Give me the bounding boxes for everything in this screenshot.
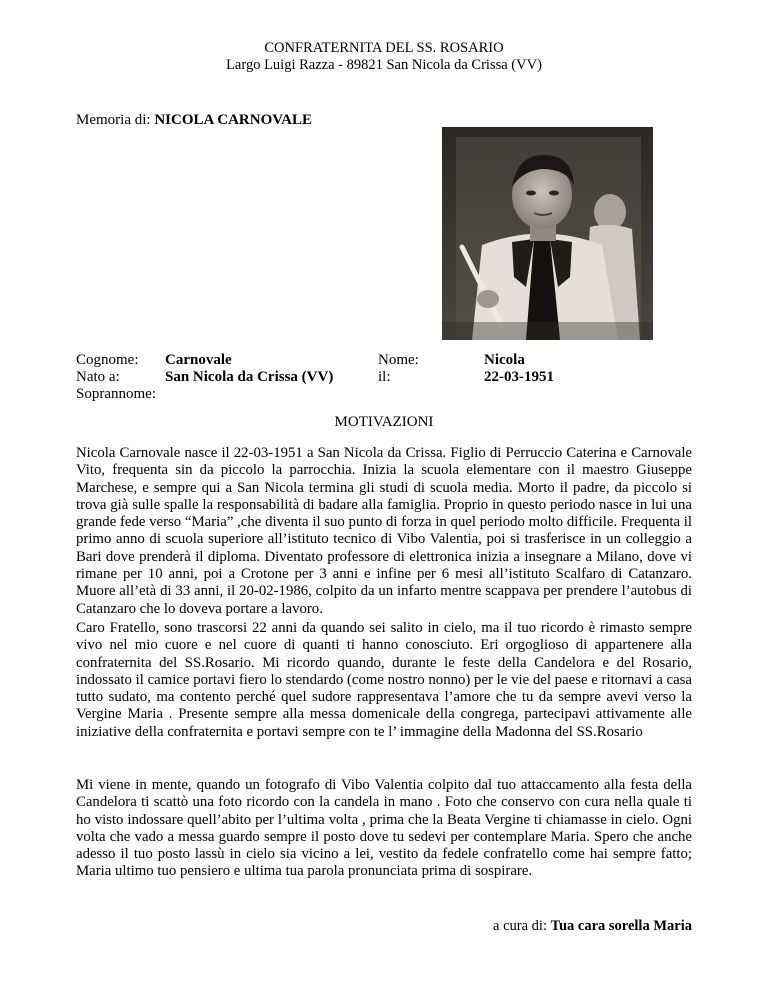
soprannome-label: Soprannome: <box>76 386 156 402</box>
memoria-label: Memoria di: <box>76 112 151 128</box>
nome-value: Nicola <box>484 352 525 368</box>
nato-value: San Nicola da Crissa (VV) <box>165 369 334 385</box>
section-title: MOTIVAZIONI <box>334 414 434 430</box>
paragraph-letter: Caro Fratello, sono trascorsi 22 anni da quando sei salito in cielo, ma il tuo ricordo è rimasto sempre vivo nel mio cuore e nel cuore di quanti ti hanno conosciuto. Eri orgoglioso di appartenere alla confraternita del SS.Rosario. Mi ricordo quando, durante le feste della Candelora e del Rosario, indossato il camice portavi fiero lo stendardo (come nostro nonno) per le vie del paese e ritornavi a casa tutto sudato, ma contento perché quel sudore rappresentava l’amore che tu da sempre avevi verso la Vergine Maria . Presente sempre alla messa domenicale della congrega, partecipavi attivamente alle iniziative della confraternita e portavi sempre con te l’ immagine della Madonna del SS.Rosario <box>76 620 692 740</box>
memoria-line <box>76 112 312 129</box>
il-value: 22-03-1951 <box>484 369 554 385</box>
il-label: il: <box>378 369 391 385</box>
paragraph-memory: Mi viene in mente, quando un fotografo di Vibo Valentia colpito dal tuo attaccamento alla festa della Candelora ti scattò una foto ricordo con la candela in mano . Foto che conservo con cura nella quale ti ho visto indossare quell’abito per l’ultima volta , prima che la Beata Vergine ti chiamasse in cielo. Ogni volta che vado a messa guardo sempre il posto dove tu sedevi per contemplare Maria. Spero che anche adesso il tuo posto lassù in cielo sia vicino a lei, vestito da fedele confratello come hai sempre fatto; Maria ultimo tuo pensiero e ultima tua parola pronunciata prima di sospirare. <box>76 777 692 880</box>
cognome-label: Cognome: <box>76 352 139 368</box>
footer-name: Tua cara sorella Maria <box>550 918 692 934</box>
cognome-value: Carnovale <box>165 352 232 368</box>
soprannome-value <box>165 386 333 403</box>
header-address: Largo Luigi Razza - 89821 San Nicola da Crissa (VV) <box>226 57 542 73</box>
portrait-photo-svg <box>442 127 653 340</box>
header-title: CONFRATERNITA DEL SS. ROSARIO <box>264 40 504 56</box>
fields-labels-right <box>378 352 419 386</box>
fields-values-right <box>484 352 554 386</box>
fields-values-left <box>165 352 333 403</box>
footer-signature <box>493 918 692 935</box>
nato-label: Nato a: <box>76 369 120 385</box>
footer-label: a cura di: <box>493 918 547 934</box>
portrait-photo-icon <box>442 127 653 340</box>
nome-label: Nome: <box>378 352 419 368</box>
header <box>0 40 768 74</box>
paragraph-biography: Nicola Carnovale nasce il 22-03-1951 a San Nicola da Crissa. Figlio di Perruccio Caterina e Carnovale Vito, frequenta sin da piccolo la parrocchia. Inizia la scuola elementare con il maestro Giuseppe Marchese, e sempre qui a San Nicola termina gli studi di scuola media. Morto il padre, da piccolo si trova già sulle spalle la responsabilità di badare alla famiglia. Proprio in questo periodo nasce in lui una grande fede verso “Maria” ,che diventa il suo punto di forza in quel periodo molto difficile. Frequenta il primo anno di scuola superiore all’istituto tecnico di Vibo Valentia, poi si trasferisce in un colleggio a Bari dove prenderà il diploma. Diventato professore di elettronica inizia a insegnare a Milano, dove vi rimane per 10 anni, poi a Crotone per 3 anni e infine per 6 mesi all’istituto Scalfaro di Catanzaro. Muore all’età di 33 anni, il 20-02-1986, colpito da un infarto mentre scappava per prendere l’autobus di Catanzaro che lo doveva portare a lavoro. <box>76 445 692 617</box>
memoria-name: NICOLA CARNOVALE <box>154 112 312 128</box>
fields-labels-left <box>76 352 156 403</box>
